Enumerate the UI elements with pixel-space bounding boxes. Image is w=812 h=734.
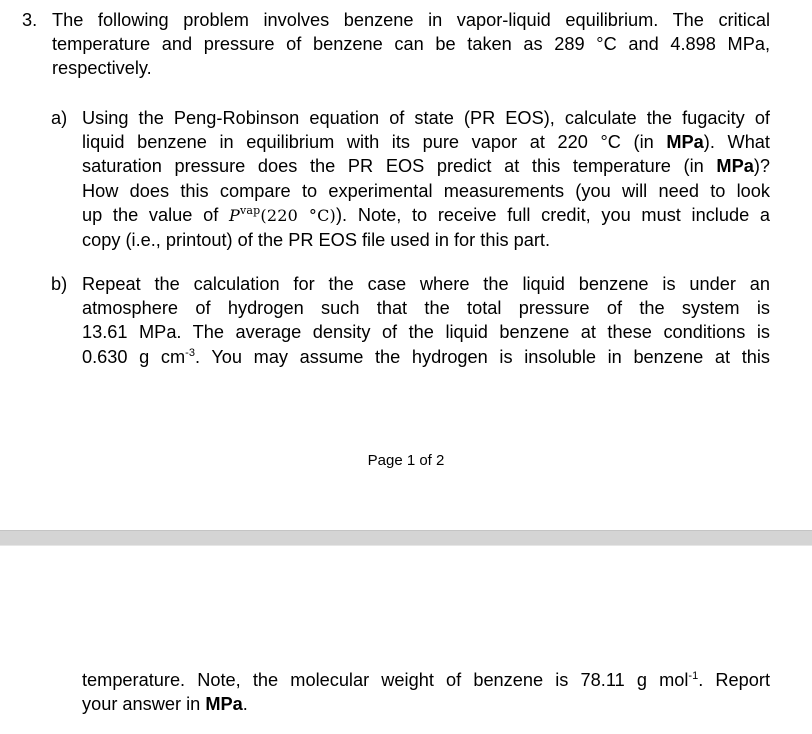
intro-line: temperature and pressure of benzene can be taken as 289 °C and 4.898 MPa, — [52, 34, 770, 55]
part-a-text — [82, 106, 770, 252]
text-run: . You may assume the hydrogen is insoluble in benzene at this — [194, 346, 770, 367]
intro-line: respectively. — [52, 58, 152, 79]
text-run: your answer in — [82, 694, 206, 715]
part-a-line: How does this compare to experimental measurements (you will need to look — [82, 180, 770, 201]
question-3-intro — [52, 8, 770, 81]
text-run: temperature. Note, the molecular weight of benzene is 78.11 g mol — [82, 670, 689, 690]
question-number: 3. — [22, 10, 38, 30]
part-a-line — [82, 130, 770, 154]
part-b-text — [82, 272, 770, 369]
continuation-line — [82, 692, 770, 716]
text-run: liquid benzene in equilibrium with its pure vapor at 220 °C (in — [82, 132, 667, 153]
unit-mpa-bold: MPa — [666, 132, 704, 153]
math-pvap — [229, 203, 336, 225]
text-run: ). What — [703, 132, 770, 153]
intro-line: The following problem involves benzene in vapor-liquid equilibrium. The critical — [52, 10, 770, 30]
continuation-line — [82, 668, 770, 692]
text-run: . Report — [698, 670, 770, 690]
part-a-line — [82, 154, 770, 178]
part-a-label: a) — [51, 108, 68, 128]
part-b-line — [82, 345, 770, 369]
page-separator — [0, 530, 812, 546]
part-b-label: b) — [51, 274, 68, 294]
page-footer: Page 1 of 2 — [367, 452, 445, 469]
part-a-line: Using the Peng-Robinson equation of state (PR EOS), calculate the fugacity of — [82, 108, 770, 128]
part-a-line: copy (i.e., printout) of the PR EOS file used in for this part. — [82, 230, 551, 251]
part-a-line — [82, 203, 770, 228]
text-run: )? — [753, 156, 770, 177]
text-run: ). Note, to receive full credit, you must include a — [336, 204, 771, 225]
superscript: -3 — [185, 346, 195, 359]
text-run: . — [242, 694, 248, 715]
superscript: -1 — [688, 670, 699, 682]
text-run: saturation pressure does the PR EOS predict at this temperature (in — [82, 156, 717, 177]
text-run: up the value of — [82, 204, 229, 225]
part-b-line: 13.61 MPa. The average density of the liquid benzene at these conditions is — [82, 322, 770, 343]
math-argument: (220 °C) — [260, 205, 336, 225]
math-symbol: P — [229, 205, 240, 225]
part-b-continuation — [82, 668, 770, 716]
unit-mpa-bold: MPa — [205, 694, 243, 715]
math-superscript: vap — [239, 203, 261, 217]
part-b-line: atmosphere of hydrogen such that the total pressure of the system is — [82, 298, 770, 319]
unit-mpa-bold: MPa — [716, 156, 754, 177]
page-2 — [0, 546, 812, 734]
text-run: 0.630 g cm — [82, 346, 186, 367]
part-b-line: Repeat the calculation for the case where the liquid benzene is under an — [82, 274, 770, 294]
